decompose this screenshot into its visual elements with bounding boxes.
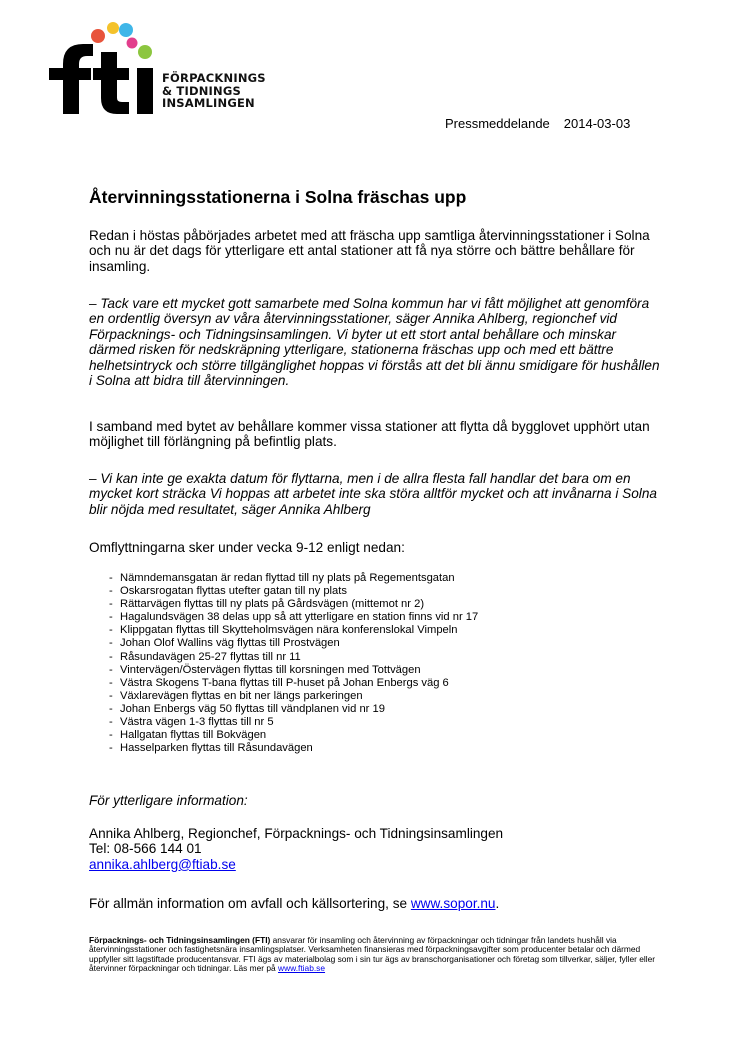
list-item-text: Växlarevägen flyttas en bit ner längs parkeringen: [120, 689, 363, 702]
list-item-text: Hagalundsvägen 38 delas upp så att ytterligare en station finns vid nr 17: [120, 611, 479, 624]
document-date: 2014-03-03: [563, 116, 631, 131]
list-marker: -: [109, 689, 113, 702]
list-marker: -: [109, 637, 113, 650]
list-item-text: Västra Skogens T-bana flyttas till P-huset på Johan Enbergs väg 6: [120, 676, 449, 689]
list-marker: -: [109, 650, 113, 663]
list-item-text: Hasselparken flyttas till Råsundavägen: [120, 742, 313, 755]
list-item: [110, 690, 478, 703]
general-info-end: .: [495, 896, 500, 911]
sopor-link[interactable]: www.sopor.nu: [410, 896, 496, 911]
list-item: [110, 664, 478, 677]
logo-line-1: FÖRPACKNINGS: [162, 71, 266, 85]
logo-text: [162, 72, 266, 110]
list-marker: -: [109, 729, 113, 742]
logo-dot-blue: [119, 23, 133, 37]
paragraph-quote-1: – Tack vare ett mycket gott samarbete med Solna kommun har vi fått möjlighet att genomföra en ordentlig översyn av våra återvinningsstationer, säger Annika Ahlberg, regionchef vid Förpacknings- och Tidningsinsamlingen. Vi byter ut ett stort antal behållare och minskar därmed risken för nedskräpning ytterligare, stationerna fräschas upp och med ett bättre helhetsintryck och större tillgänglighet hoppas vi förstås att det bli ännu smidigare för hushållen i Solna att bidra till återvinningen.: [89, 296, 660, 389]
list-item-text: Hallgatan flyttas till Bokvägen: [120, 729, 267, 742]
paragraph-intro: Redan i höstas påbörjades arbetet med att fräscha upp samtliga återvinningsstationer i Solna och nu är det dags för ytterligare ett antal stationer att få nya större och bättre behållare för insamling.: [89, 228, 650, 274]
contact-name: Annika Ahlberg, Regionchef, Förpacknings- och Tidningsinsamlingen: [89, 826, 504, 841]
list-item: [110, 742, 478, 755]
list-marker: -: [109, 611, 113, 624]
logo-line-2: & TIDNINGS: [162, 83, 241, 98]
list-item-text: Oskarsrogatan flyttas utefter gatan till ny plats: [120, 585, 347, 598]
logo-line-3: INSAMLINGEN: [162, 96, 255, 110]
list-marker: -: [109, 572, 113, 584]
list-item: [110, 598, 478, 611]
general-info-text: För allmän information om avfall och källsortering, se: [89, 896, 411, 911]
general-info: [89, 896, 499, 911]
list-marker: -: [109, 676, 113, 689]
list-item: [110, 637, 478, 650]
list-item: [110, 624, 478, 637]
footer-boilerplate: [89, 936, 659, 974]
list-item-text: Johan Olof Wallins väg flyttas till Prostvägen: [120, 637, 340, 650]
logo-dot-green: [138, 45, 152, 59]
document-type: Pressmeddelande: [445, 116, 550, 131]
list-item-text: Nämndemansgatan är redan flyttad till ny plats på Regementsgatan: [120, 572, 455, 584]
list-item-text: Rättarvägen flyttas till ny plats på Gårdsvägen (mittemot nr 2): [120, 598, 425, 611]
list-item: [110, 651, 478, 664]
ftiab-link[interactable]: www.ftiab.se: [278, 963, 326, 974]
list-marker: -: [109, 716, 113, 729]
paragraph-quote-2: – Vi kan inte ge exakta datum för flyttarna, men i de allra flesta fall handlar det bara om en mycket kort sträcka Vi hoppas att arbetet inte ska störa alltför mycket och att invånarna i Solna blir nöjda med resultatet, säger Annika Ahlberg: [89, 471, 657, 517]
list-item: [110, 703, 478, 716]
list-item-text: Johan Enbergs väg 50 flyttas till vändplanen vid nr 19: [120, 702, 385, 715]
list-marker: -: [109, 624, 113, 637]
list-item-text: Västra vägen 1-3 flyttas till nr 5: [120, 716, 274, 729]
press-header: [445, 116, 630, 131]
logo-dot-pink: [127, 38, 138, 49]
list-item-text: Klippgatan flyttas till Skytteholmsvägen nära konferenslokal Vimpeln: [120, 624, 458, 637]
list-item: [110, 716, 478, 729]
list-item: [110, 729, 478, 742]
list-marker: -: [109, 742, 113, 755]
paragraph-relocation: I samband med bytet av behållare kommer vissa stationer att flytta då bygglovet upphört utan möjlighet till förlängning på befintlig plats.: [89, 419, 650, 450]
logo-dot-red: [91, 29, 105, 43]
more-info-heading: För ytterligare information:: [89, 793, 248, 808]
logo-dot-yellow: [107, 22, 119, 34]
page-title: Återvinningsstationerna i Solna fräschas upp: [89, 187, 467, 207]
list-item: [110, 585, 478, 598]
list-item: [110, 572, 478, 585]
footer-org: Förpacknings- och Tidningsinsamlingen (FTI): [89, 935, 271, 945]
footer-text: ansvarar för insamling och återvinning av förpackningar och tidningar från landets hushåll via återvinningsstationer och fastighetsnära insamlingsplatser. Verksamheten finansieras med förpackningsavgifter som producenter betalar och därmed uppfyller sitt lagstiftade producentansvar. FTI ägs av materialbolag som i sin tur ägs av branschorganisationer och företag som tillverkar, säljer, fyller eller återvinner förpackningar och tidningar. Läs mer på: [89, 935, 656, 974]
list-item-text: Vintervägen/Östervägen flyttas till korsningen med Tottvägen: [120, 663, 421, 676]
contact-email-link[interactable]: annika.ahlberg@ftiab.se: [89, 856, 236, 872]
paragraph-schedule: Omflyttningarna sker under vecka 9-12 enligt nedan:: [89, 540, 405, 555]
list-item: [110, 677, 478, 690]
list-item-text: Råsundavägen 25-27 flyttas till nr 11: [120, 650, 301, 663]
list-marker: -: [109, 598, 113, 611]
list-marker: -: [109, 663, 113, 676]
list-marker: -: [109, 702, 113, 715]
relocation-list: [110, 572, 478, 755]
contact-block: [89, 826, 503, 872]
list-marker: -: [109, 585, 113, 598]
contact-tel: Tel: 08-566 144 01: [89, 841, 202, 857]
list-item: [110, 611, 478, 624]
